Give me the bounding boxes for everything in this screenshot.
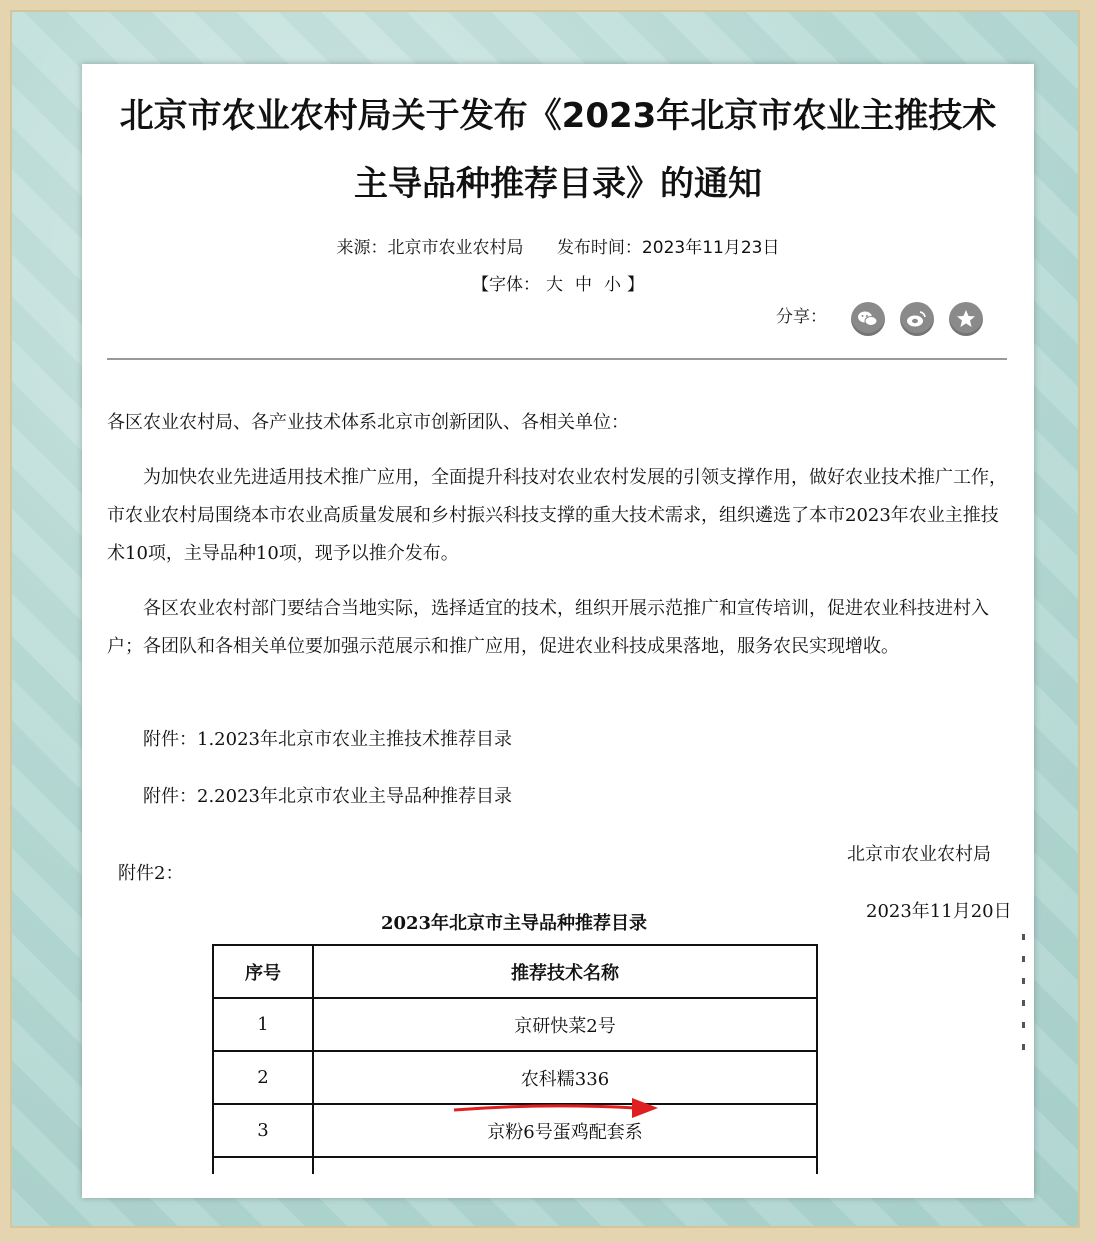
favorite-icon[interactable] [949, 302, 983, 336]
row-number: 1 [213, 998, 313, 1051]
table-title: 2023年北京市主导品种推荐目录 [380, 913, 648, 934]
signer: 北京市农业农村局 [847, 844, 991, 865]
header-number: 序号 [213, 945, 313, 998]
wechat-icon[interactable] [851, 302, 885, 336]
weibo-icon[interactable] [900, 302, 934, 336]
title-line-1: 北京市农业农村局关于发布《2023年北京市农业主推技术 [119, 96, 997, 136]
paragraph-2: 各区农业农村部门要结合当地实际，选择适宜的技术，组织开展示范推广和宣传培训，促进农业科技进村入户；各团队和各相关单位要加强示范展示和推广应用，促进农业科技成果落地，服务农民实现增收。 [107, 598, 989, 657]
article-meta [82, 233, 1034, 258]
font-size-suffix: 】 [627, 275, 644, 295]
attachment-link-1[interactable]: 附件：1.2023年北京市农业主推技术推荐目录 [143, 729, 512, 750]
row-name: 京研快菜2号 [313, 998, 817, 1051]
paragraph-1: 为加快农业先进适用技术推广应用，全面提升科技对农业农村发展的引领支撑作用，做好农业技术推广工作，市农业农村局围绕本市农业高质量发展和乡村振兴科技支撑的重大技术需求，组织遴选了本市2023年农业主推技术10项，主导品种10项，现予以推介发布。 [107, 467, 1007, 564]
red-arrow-annotation [452, 1094, 662, 1124]
attachment-link-2[interactable]: 附件：2.2023年北京市农业主导品种推荐目录 [143, 786, 512, 807]
table-header-row [213, 945, 817, 998]
attachment-heading: 附件2： [118, 863, 184, 884]
font-size-prefix: 【字体： [472, 275, 540, 295]
page-frame [10, 10, 1080, 1228]
sign-date: 2023年11月20日 [866, 901, 1012, 922]
font-size-medium-button[interactable]: 中 [575, 275, 592, 295]
arrow-shaft [454, 1106, 637, 1110]
row-name: 农科糯336 [313, 1051, 817, 1104]
arrow-head [632, 1098, 658, 1118]
divider [107, 358, 1007, 360]
font-size-large-button[interactable]: 大 [546, 275, 563, 295]
page-title [82, 82, 1034, 218]
document-paper [82, 64, 1034, 1198]
source-label: 来源：北京市农业农村局 [336, 238, 524, 258]
row-number: 2 [213, 1051, 313, 1104]
row-name: 京粉6号蛋鸡配套系 [313, 1104, 817, 1157]
header-name: 推荐技术名称 [313, 945, 817, 998]
salutation: 各区农业农村局、各产业技术体系北京市创新团队、各相关单位： [107, 412, 629, 433]
font-size-small-button[interactable]: 小 [604, 275, 621, 295]
variety-table [212, 944, 818, 1174]
title-line-2: 主导品种推荐目录》的通知 [354, 164, 762, 204]
scroll-indicator [1022, 934, 1025, 1054]
share-label: 分享： [776, 307, 827, 327]
font-size-selector [82, 270, 1034, 295]
table-row [213, 998, 817, 1051]
publish-date: 发布时间：2023年11月23日 [556, 238, 780, 258]
row-number: 3 [213, 1104, 313, 1157]
table-row-partial [213, 1157, 817, 1174]
